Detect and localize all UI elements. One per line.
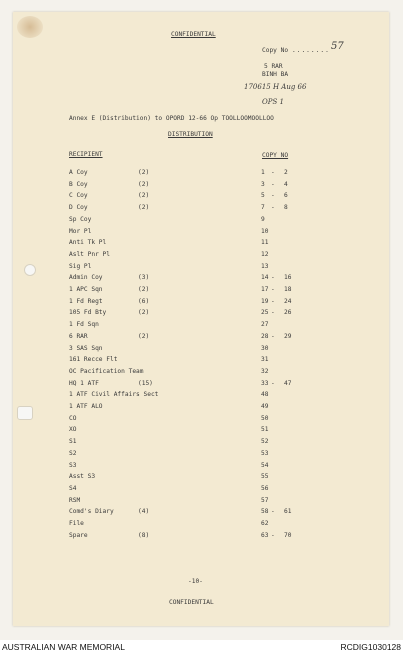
- recipient-name: XO: [69, 426, 77, 434]
- copy-number-from: 9: [261, 215, 265, 223]
- copy-number-handwritten: 57: [331, 41, 344, 52]
- copy-number-from: 49: [261, 403, 269, 410]
- copy-quantity: (2): [138, 309, 150, 317]
- copy-range-dash: -: [271, 297, 275, 305]
- recipient-name: RSM: [69, 496, 81, 504]
- copy-number-from: 5: [261, 192, 265, 200]
- recipient-name: 1 Fd Regt: [69, 297, 103, 305]
- recipient-name: S4: [69, 484, 77, 492]
- copy-quantity: (3): [138, 274, 150, 282]
- recipient-name: Aslt Pnr Pl: [69, 250, 110, 258]
- recipient-name: 3 SAS Sqn: [69, 344, 103, 352]
- copy-number-from: 1: [261, 169, 265, 176]
- copy-number-to: 2: [284, 169, 288, 176]
- copy-number-to: 47: [284, 379, 292, 387]
- recipient-name: S1: [69, 438, 77, 446]
- copy-number-to: 16: [284, 274, 292, 282]
- copy-quantity: (15): [138, 379, 153, 387]
- copy-number-from: 52: [261, 438, 269, 446]
- copy-range-dash: -: [271, 169, 275, 176]
- recipient-name: 1 ATF Civil Affairs Sect: [69, 391, 159, 399]
- copy-number-from: 11: [261, 239, 269, 247]
- recipient-name: Sp Coy: [69, 215, 92, 223]
- copy-number-from: 10: [261, 227, 269, 235]
- copy-number-from: 33: [261, 379, 269, 387]
- copy-range-dash: -: [271, 286, 275, 293]
- recipient-name: Anti Tk Pl: [69, 239, 107, 247]
- copy-number-to: 18: [284, 286, 292, 293]
- document-page: [13, 12, 389, 626]
- copy-quantity: (4): [138, 508, 150, 516]
- recipient-name: 1 ATF ALO: [69, 403, 103, 410]
- punch-hole: [24, 264, 36, 276]
- copy-number-from: 58: [261, 508, 269, 516]
- recipient-name: HQ 1 ATF: [69, 379, 99, 387]
- copy-range-dash: -: [271, 379, 275, 387]
- copy-number-from: 25: [261, 309, 269, 317]
- recipient-name: A Coy: [69, 169, 88, 176]
- recipient-name: Mor Pl: [69, 227, 92, 235]
- recipient-name: B Coy: [69, 180, 88, 188]
- copy-number-from: 50: [261, 414, 269, 422]
- copy-number-from: 27: [261, 321, 269, 329]
- copy-number-from: 48: [261, 391, 269, 399]
- copy-range-dash: -: [271, 531, 275, 539]
- copy-quantity: (2): [138, 180, 150, 188]
- copy-number-from: 7: [261, 204, 265, 212]
- recipient-name: Comd's Diary: [69, 508, 114, 516]
- copy-number-to: 70: [284, 531, 292, 539]
- copy-number-from: 13: [261, 262, 269, 270]
- recipient-name: 1 Fd Sqn: [69, 321, 99, 329]
- copy-number-from: 62: [261, 520, 269, 527]
- copy-range-dash: -: [271, 309, 275, 317]
- copy-number-from: 17: [261, 286, 269, 293]
- copy-range-dash: -: [271, 180, 275, 188]
- location: BINH BA: [262, 71, 289, 78]
- unit: 5 RAR: [264, 63, 283, 70]
- copy-range-dash: -: [271, 274, 275, 282]
- copy-quantity: (2): [138, 332, 150, 340]
- copy-quantity: (2): [138, 192, 150, 200]
- archive-name: AUSTRALIAN WAR MEMORIAL: [2, 642, 125, 652]
- copy-number-from: 56: [261, 484, 269, 492]
- copy-number-from: 63: [261, 531, 269, 539]
- copy-range-dash: -: [271, 192, 275, 200]
- copy-number-to: 61: [284, 508, 292, 516]
- copy-number-to: 26: [284, 309, 292, 317]
- copy-number-from: 55: [261, 473, 269, 481]
- copy-quantity: (8): [138, 531, 150, 539]
- recipient-name: Sig Pl: [69, 262, 92, 270]
- recipient-name: 161 Recce Flt: [69, 356, 118, 364]
- copy-number-from: 19: [261, 297, 269, 305]
- recipient-name: Asst S3: [69, 473, 96, 481]
- stain-mark: [17, 16, 43, 38]
- copy-quantity: (2): [138, 286, 150, 293]
- recipient-name: S2: [69, 449, 77, 457]
- copy-number-from: 28: [261, 332, 269, 340]
- copy-number-from: 57: [261, 496, 269, 504]
- recipient-name: Admin Coy: [69, 274, 103, 282]
- copy-quantity: (2): [138, 169, 150, 176]
- recipient-name: 105 Fd Bty: [69, 309, 107, 317]
- date-time: 170615 H Aug 66: [244, 83, 307, 91]
- punch-hole: [17, 406, 33, 420]
- column-header-recipient: RECIPIENT: [69, 151, 103, 158]
- copy-quantity: (2): [138, 204, 150, 212]
- copy-number-to: 8: [284, 204, 288, 212]
- copy-dots: ........: [292, 47, 330, 54]
- copy-number-from: 32: [261, 367, 269, 375]
- recipient-name: OC Pacification Team: [69, 367, 144, 375]
- copy-number-from: 31: [261, 356, 269, 364]
- classification-top: CONFIDENTIAL: [171, 31, 216, 38]
- archive-reference: RCDIG1030128: [340, 642, 401, 652]
- recipient-name: 6 RAR: [69, 332, 88, 340]
- classification-bottom: CONFIDENTIAL: [169, 599, 214, 606]
- annex-title: Annex E (Distribution) to OPORD 12-66 Op TOOLLOOMOOLLOO: [69, 115, 274, 122]
- copy-number-from: 30: [261, 344, 269, 352]
- copy-number-to: 29: [284, 332, 292, 340]
- archive-caption-bar: [0, 640, 403, 654]
- copy-quantity: (6): [138, 297, 150, 305]
- copy-number-to: 24: [284, 297, 292, 305]
- section-heading: DISTRIBUTION: [168, 131, 213, 138]
- column-header-copy-no: COPY NO: [262, 152, 289, 159]
- copy-number-from: 54: [261, 461, 269, 469]
- copy-range-dash: -: [271, 204, 275, 212]
- copy-range-dash: -: [271, 508, 275, 516]
- recipient-name: D Coy: [69, 204, 88, 212]
- recipient-name: 1 APC Sqn: [69, 286, 103, 293]
- copy-range-dash: -: [271, 332, 275, 340]
- recipient-name: CO: [69, 414, 77, 422]
- copy-number-from: 3: [261, 180, 265, 188]
- copy-number-from: 12: [261, 250, 269, 258]
- copy-number-from: 53: [261, 449, 269, 457]
- recipient-name: Spare: [69, 531, 88, 539]
- recipient-name: C Coy: [69, 192, 88, 200]
- ops-reference: OPS 1: [262, 98, 284, 106]
- copy-number-to: 4: [284, 180, 288, 188]
- copy-number-from: 51: [261, 426, 269, 434]
- copy-number-from: 14: [261, 274, 269, 282]
- recipient-name: File: [69, 520, 84, 527]
- page-number: -10-: [188, 578, 203, 585]
- recipient-name: S3: [69, 461, 77, 469]
- copy-number-to: 6: [284, 192, 288, 200]
- copy-label: Copy No: [262, 47, 289, 54]
